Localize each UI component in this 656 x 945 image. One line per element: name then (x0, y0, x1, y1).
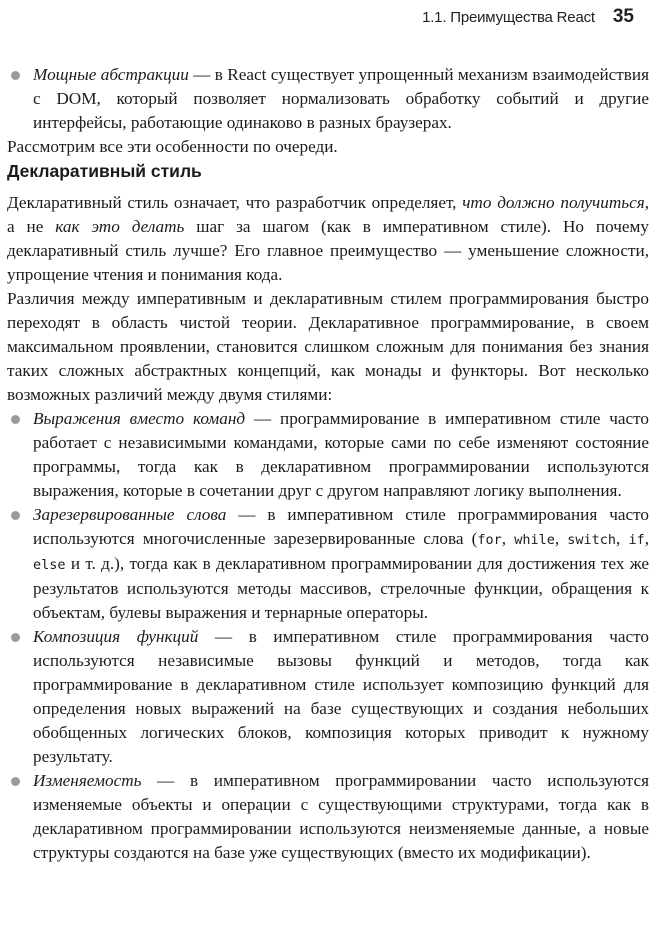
header-section-title: 1.1. Преимущества React (422, 9, 595, 26)
running-header (422, 6, 634, 32)
bullet-text: — в React существует упрощенный механизм взаимодействия с DOM, который позволяет нормализовать обработку событий и другие интерфейсы, работающие одинаково в разных браузерах. (33, 65, 650, 132)
separator: , (501, 529, 515, 548)
keyword-code: while (514, 532, 555, 548)
bullet-text: и т. д.), тогда как в декларативном программировании для достижения тех же результатов используются методы массивов, стрелочные функции, обращения к объектам, булевы выражения и тернарные операторы. (33, 554, 649, 622)
page-content (7, 63, 649, 865)
keyword-code: if (628, 532, 645, 548)
separator: , (554, 529, 568, 548)
paragraph-declarative-definition (7, 191, 649, 287)
separator: , (644, 529, 650, 548)
separator: , (616, 529, 629, 548)
bullet-text: — в императивном стиле программирования часто используются многочисленные зарезервированные слова ( (33, 505, 649, 548)
keyword-code: switch (567, 532, 617, 548)
bullet-term: Мощные абстракции (33, 65, 189, 84)
bullet-item-abstractions (7, 63, 649, 135)
paragraph-differences: Различия между императивным и декларативным стилем программирования быстро переходят в область чистой теории. Декларативное программирование, в своем максимальном проявлении, становится слишком сложным для понимания без знания таких сложных абстрактных концепций, как монады и функторы. Вот несколько возможных различий между двумя стилями: (7, 289, 649, 404)
bullet-text: — в императивном программировании часто используются изменяемые объекты и операции с существующими структурами, тогда как в декларативном программировании используются неизменяемые данные, а новые структуры создаются на базе уже существующих (вместо их модификации). (33, 771, 649, 862)
bullet-term: Выражения вместо команд (33, 409, 246, 428)
section-heading: Декларативный стиль (7, 161, 202, 181)
emphasis-run: что должно получиться (462, 193, 645, 212)
bullet-term: Изменяемость (33, 771, 142, 790)
bullet-text: — программирование в императивном стиле часто работает с независимыми командами, которые сами по себе изменяют состояние программы, тогда как в декларативном программировании используются выражения, которые в сочетании друг с другом направляют логику выполнения. (33, 409, 650, 500)
bullet-item-mutability (7, 769, 649, 865)
bullet-term: Композиция функций (33, 627, 199, 646)
bullet-term: Зарезервированные слова (33, 505, 227, 524)
bullet-text: — в императивном стиле программирования часто используются независимые вызовы функций и методов, тогда как программирование в декларативном стиле использует композицию функций для определения новых выражений на базе существующих и создания небольших обобщенных логических блоков, композиция которых приводит к нужному результату. (33, 627, 649, 766)
text-run: Декларативный стиль означает, что разработчик определяет, (7, 193, 463, 212)
bullet-item-reserved-words (7, 503, 649, 625)
keyword-code: else (33, 557, 66, 573)
text-run: , а не (7, 193, 650, 236)
emphasis-run: как это делать (55, 217, 185, 236)
page-number: 35 (612, 6, 634, 27)
intro-paragraph: Рассмотрим все эти особенности по очереди. (7, 137, 338, 156)
text-run: шаг за шагом (как в императивном стиле). Но почему декларативный стиль лучше? Его главное преимущество — уменьшение сложности, упрощение чтения и понимания кода. (7, 217, 649, 284)
bullet-item-composition (7, 625, 649, 769)
bullet-item-expressions (7, 407, 649, 503)
keyword-code: for (477, 532, 502, 548)
